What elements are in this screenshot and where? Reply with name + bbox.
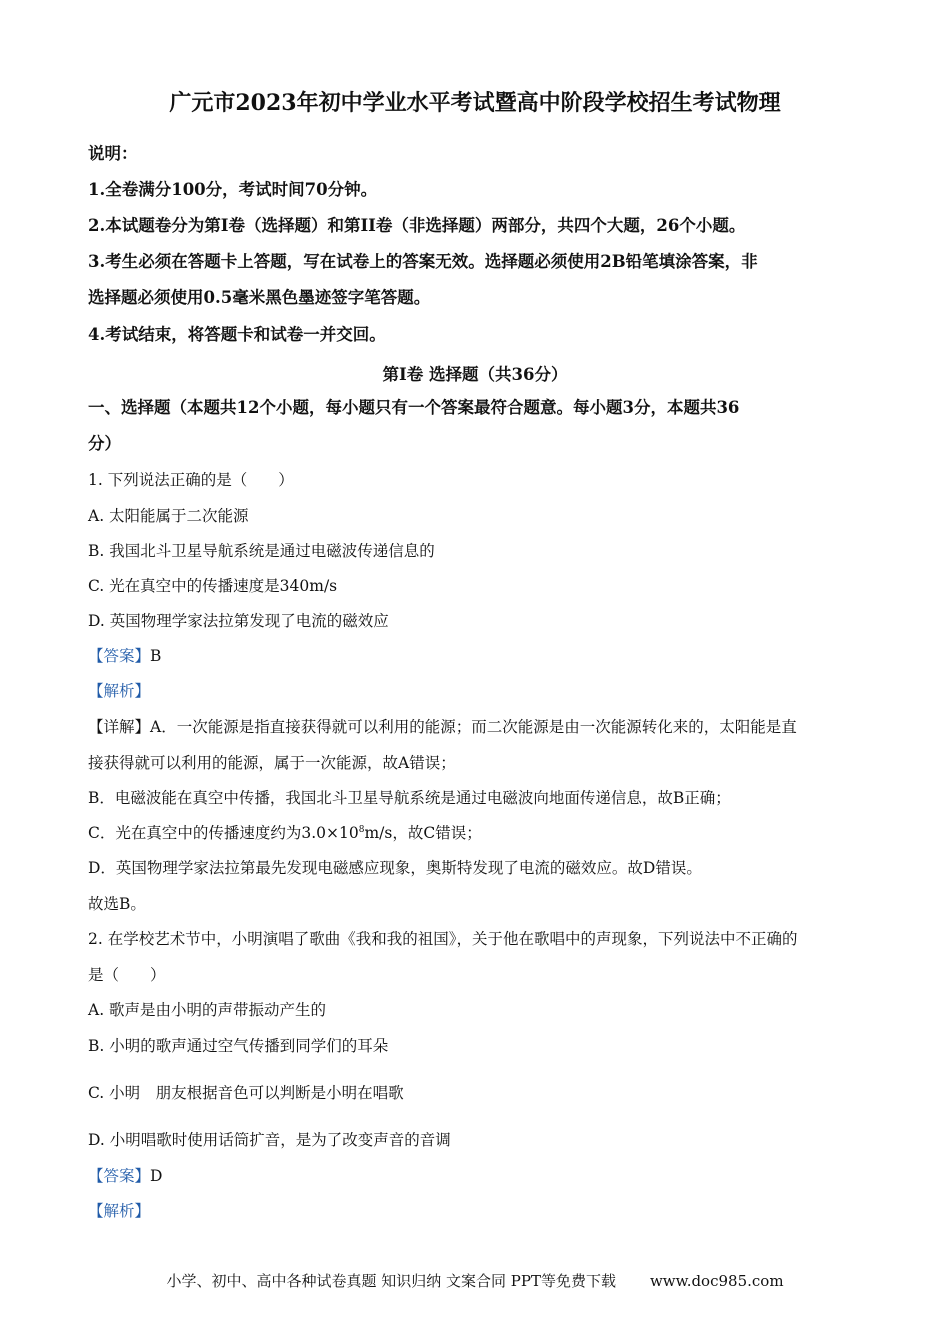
detail-line: B．电磁波能在真空中传播，我国北斗卫星导航系统是通过电磁波向地面传递信息，故B正确； [88,789,731,807]
option-c: C. 小明 朋友根据音色可以判断是小明在唱歌 [88,1084,404,1102]
question-stem-cont: 是（ ） [88,966,166,984]
option-d: D. 英国物理学家法拉第发现了电流的磁效应 [88,612,389,630]
analysis-tag: 【解析】 [88,682,151,700]
question-stem: 1. 下列说法正确的是（ ） [88,471,294,489]
note-item: 选择题必须使用0.5毫米黑色墨迹签字笔答题。 [88,288,431,307]
option-b: B. 小明的歌声通过空气传播到同学们的耳朵 [88,1037,389,1055]
answer-tag: 【答案】 [88,1167,151,1185]
footer-text: 小学、初中、高中各种试卷真题 知识归纳 文案合同 PPT等免费下载 [166,1272,616,1290]
detail-tag: 【详解】 [88,718,151,736]
note-item: 2.本试题卷分为第I卷（选择题）和第II卷（非选择题）两部分，共四个大题，26个小题。 [88,216,746,235]
detail-line: 接获得就可以利用的能源，属于一次能源，故A错误； [88,754,456,772]
notes-heading: 说明： [88,144,138,163]
analysis-tag: 【解析】 [88,1202,151,1220]
section-heading: 一、选择题（本题共12个小题，每小题只有一个答案最符合题意。每小题3分，本题共36 [88,398,740,417]
detail-text: C．光在真空中的传播速度约为3.0×10 [88,824,359,842]
detail-line [88,717,797,737]
option-d: D. 小明唱歌时使用话筒扩音，是为了改变声音的音调 [88,1131,451,1149]
section-heading-cont: 分） [88,434,121,453]
question-stem: 2. 在学校艺术节中，小明演唱了歌曲《我和我的祖国》，关于他在歌唱中的声现象，下列说法中不正确的 [88,930,798,948]
option-a: A. 歌声是由小明的声带振动产生的 [88,1001,327,1019]
answer-line [88,1166,162,1186]
answer-line [88,646,161,666]
conclusion: 故选B。 [88,895,146,913]
footer-link[interactable]: www.doc985.com [649,1272,784,1290]
option-b: B. 我国北斗卫星导航系统是通过电磁波传递信息的 [88,542,435,560]
note-item: 4.考试结束，将答题卡和试卷一并交回。 [88,325,386,344]
answer-value: B [150,647,162,665]
detail-line: D．英国物理学家法拉第最先发现电磁感应现象，奥斯特发现了电流的磁效应。故D错误。 [88,859,702,877]
detail-line [88,823,482,843]
page-footer [0,1270,950,1291]
detail-text: m/s，故C错误； [364,824,482,842]
answer-value: D [150,1167,163,1185]
part-heading: 第I卷 选择题（共36分） [382,365,568,384]
exponent: 8 [358,824,365,835]
exam-title: 广元市2023年初中学业水平考试暨高中阶段学校招生考试物理 [169,90,781,116]
note-item: 3.考生必须在答题卡上答题，写在试卷上的答案无效。选择题必须使用2B铅笔填涂答案，非 [88,252,758,271]
option-c: C. 光在真空中的传播速度是340m/s [88,577,338,595]
answer-tag: 【答案】 [88,647,151,665]
option-a: A. 太阳能属于二次能源 [88,507,249,525]
note-item: 1.全卷满分100分，考试时间70分钟。 [88,180,378,199]
detail-text: A．一次能源是指直接获得就可以利用的能源；而二次能源是由一次能源转化来的，太阳能是直 [150,718,797,736]
